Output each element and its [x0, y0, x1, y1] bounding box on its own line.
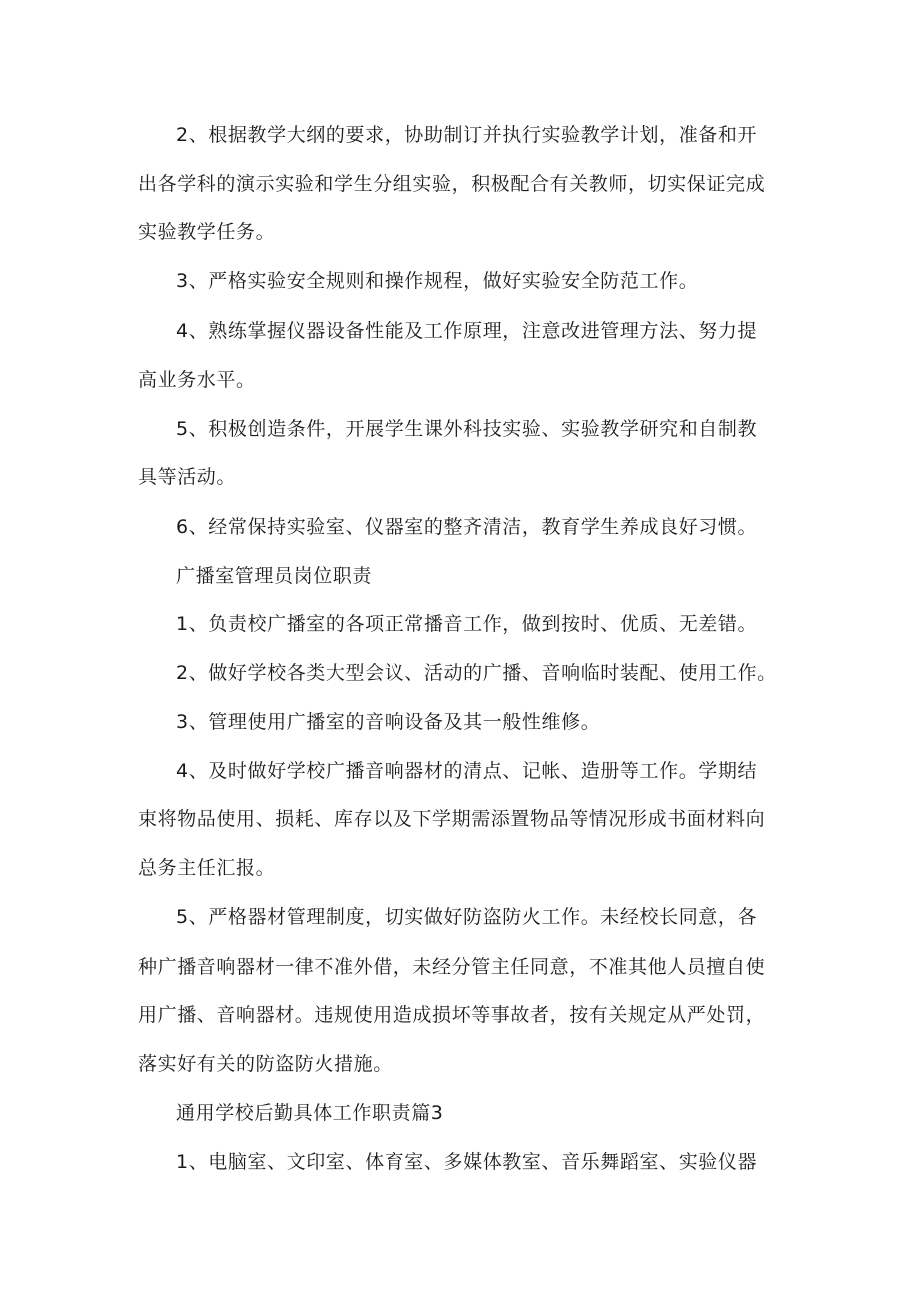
paragraph-line: 3、管理使用广播室的音响设备及其一般性维修。: [176, 711, 601, 733]
paragraph-line: 具等活动。: [138, 466, 237, 488]
paragraph-line: 4、及时做好学校广播音响器材的清点、记帐、造册等工作。学期结: [176, 760, 758, 782]
paragraph-line: 用广播、音响器材。违规使用造成损坏等事故者，按有关规定从严处罚，: [138, 1004, 766, 1026]
paragraph-line: 出各学科的演示实验和学生分组实验，积极配合有关教师，切实保证完成: [138, 173, 766, 195]
paragraph-line: 6、经常保持实验室、仪器室的整齐清洁，教育学生养成良好习惯。: [176, 516, 758, 538]
paragraph-line: 束将物品使用、损耗、库存以及下学期需添置物品等情况形成书面材料向: [138, 808, 766, 830]
paragraph-line: 5、严格器材管理制度，切实做好防盗防火工作。未经校长同意，各: [176, 906, 758, 928]
paragraph-line: 高业务水平。: [138, 369, 256, 391]
paragraph-line: 2、根据教学大纲的要求，协助制订并执行实验教学计划，准备和开: [176, 124, 758, 146]
section-heading: 广播室管理员岗位职责: [176, 565, 373, 587]
paragraph-line: 5、积极创造条件，开展学生课外科技实验、实验教学研究和自制教: [176, 418, 758, 440]
paragraph-line: 4、熟练掌握仪器设备性能及工作原理，注意改进管理方法、努力提: [176, 320, 758, 342]
paragraph-line: 3、严格实验安全规则和操作规程，做好实验安全防范工作。: [176, 270, 699, 292]
paragraph-line: 2、做好学校各类大型会议、活动的广播、音响临时装配、使用工作。: [176, 662, 777, 684]
paragraph-line: 1、负责校广播室的各项正常播音工作，做到按时、优质、无差错。: [176, 613, 758, 635]
paragraph-line: 实验教学任务。: [138, 221, 276, 243]
paragraph-line: 总务主任汇报。: [138, 857, 276, 879]
paragraph-line: 种广播音响器材一律不准外借，未经分管主任同意，不准其他人员擅自使: [138, 956, 766, 978]
section-heading: 通用学校后勤具体工作职责篇3: [176, 1102, 444, 1124]
paragraph-line: 落实好有关的防盗防火措施。: [138, 1053, 393, 1075]
paragraph-line: 1、电脑室、文印室、体育室、多媒体教室、音乐舞蹈室、实验仪器: [176, 1151, 758, 1173]
